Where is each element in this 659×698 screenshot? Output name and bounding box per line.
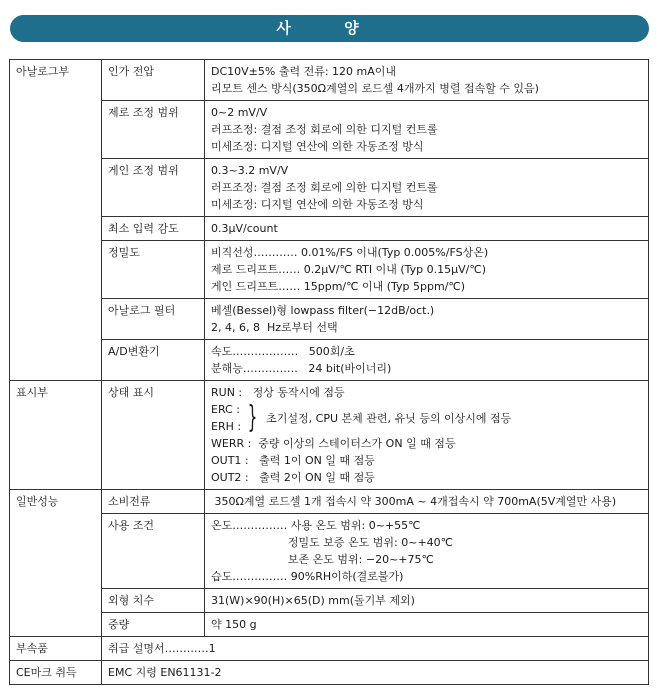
spec-value-line: 31(W)×90(H)×65(D) mm(돌기부 제외) — [211, 594, 415, 607]
spec-row — [10, 340, 649, 381]
spec-value-line: 게인 드리프트…… 15ppm/℃ 이내 (Typ 5ppm/℃) — [211, 280, 466, 293]
spec-table — [9, 59, 649, 685]
spec-value-line: 미세조정: 디지털 연산에 의한 자동조정 방식 — [211, 198, 424, 211]
spec-value-line: 분해능…………… 24 bit(바이너리) — [211, 362, 392, 375]
spec-value-line: 350Ω계열 로드셀 1개 접속시 약 300mA ~ 4개접속시 약 700mA(5V계열만 사용) — [211, 495, 617, 508]
spec-value-line: DC10V±5% 출력 전류: 120 mA이내 — [211, 65, 397, 78]
spec-value-line: 0.3~3.2 mV/V — [211, 164, 289, 177]
spec-value-line: 러프조정: 결점 조정 회로에 의한 디지털 컨트롤 — [211, 123, 438, 136]
spec-row — [10, 381, 649, 490]
spec-value-line: 0~2 mV/V — [211, 106, 268, 119]
spec-row — [10, 490, 649, 514]
error-bracket-group — [211, 401, 642, 435]
section-label-ce: CE마크 취득 — [10, 661, 102, 685]
spec-item-value — [205, 299, 649, 340]
spec-row — [10, 661, 649, 685]
spec-item-name: 아날로그 필터 — [102, 299, 205, 340]
spec-value-line: 습도…………… 90%RH이하(결로불가) — [211, 570, 404, 583]
spec-item-value — [205, 490, 649, 514]
spec-item-value — [205, 514, 649, 589]
spec-item-value — [205, 340, 649, 381]
error-labels — [211, 401, 241, 435]
status-line: RUN : 정상 동작시에 점등 — [211, 386, 345, 399]
spec-item-name: 제로 조정 범위 — [102, 101, 205, 159]
status-line: OUT2 : 출력 2이 ON 일 때 점등 — [211, 471, 375, 484]
section-label-accessory: 부속품 — [10, 637, 102, 661]
spec-value-line: 약 150 g — [211, 618, 257, 631]
spec-value-line: 제로 드리프트…… 0.2μV/℃ RTI 이내 (Typ 0.15μV/℃) — [211, 263, 487, 276]
spec-item-name: 상태 표시 — [102, 381, 205, 490]
brace-icon: } — [247, 400, 258, 435]
spec-row — [10, 101, 649, 159]
spec-row — [10, 589, 649, 613]
spec-value-line: 미세조정: 디지털 연산에 의한 자동조정 방식 — [211, 140, 424, 153]
spec-value-line: 2, 4, 6, 8 Hz로부터 선택 — [211, 321, 338, 334]
spec-row — [10, 217, 649, 241]
spec-row — [10, 299, 649, 340]
spec-item-value — [205, 217, 649, 241]
spec-item-value — [205, 159, 649, 217]
spec-item-value — [205, 613, 649, 637]
spec-row — [10, 613, 649, 637]
status-line: WERR : 중량 이상의 스테이터스가 ON 일 때 점등 — [211, 437, 456, 450]
spec-item-value — [205, 60, 649, 101]
spec-value-line: 베셀(Bessel)형 lowpass filter(−12dB/oct.) — [211, 304, 435, 317]
spec-item-name: 정밀도 — [102, 241, 205, 299]
spec-value-line: 0.3μV/count — [211, 222, 278, 235]
section-label-analog: 아날로그부 — [10, 60, 102, 381]
spec-item-name: 인가 전압 — [102, 60, 205, 101]
spec-item-value — [205, 589, 649, 613]
spec-value-line: 보존 온도 범위: −20~+75℃ — [211, 553, 434, 566]
spec-value-line: 러프조정: 결점 조정 회로에 의한 디지털 컨트롤 — [211, 181, 438, 194]
spec-row — [10, 241, 649, 299]
spec-item-name: 최소 입력 감도 — [102, 217, 205, 241]
spec-row — [10, 159, 649, 217]
spec-title-banner: 사 양 — [10, 15, 649, 42]
section-label-general: 일반성능 — [10, 490, 102, 637]
spec-value-line: 속도……………… 500회/초 — [211, 345, 355, 358]
spec-item-name: 외형 치수 — [102, 589, 205, 613]
status-line: OUT1 : 출력 1이 ON 일 때 점등 — [211, 454, 375, 467]
spec-row — [10, 60, 649, 101]
spec-item-name: 소비전류 — [102, 490, 205, 514]
spec-value-line: 정밀도 보증 온도 범위: 0~+40℃ — [211, 536, 454, 549]
spec-item-value — [205, 241, 649, 299]
spec-item-value: 취급 설명서…………1 — [102, 637, 649, 661]
spec-item-name: 사용 조건 — [102, 514, 205, 589]
spec-item-name: 게인 조정 범위 — [102, 159, 205, 217]
spec-value-line: 비직선성………… 0.01%/FS 이내(Typ 0.005%/FS상온) — [211, 246, 489, 259]
status-line: ERH : — [211, 420, 242, 433]
spec-row — [10, 514, 649, 589]
spec-item-name: 중량 — [102, 613, 205, 637]
spec-value-line: 리모트 센스 방식(350Ω계열의 로드셀 4개까지 병렬 접속할 수 있음) — [211, 82, 539, 95]
status-line: ERC : — [211, 403, 240, 416]
spec-item-value — [205, 101, 649, 159]
spec-row — [10, 637, 649, 661]
section-label-display: 표시부 — [10, 381, 102, 490]
status-line: 초기설정, CPU 본체 관련, 유닛 등의 이상시에 점등 — [266, 411, 512, 425]
spec-item-name: A/D변환기 — [102, 340, 205, 381]
status-display-value — [205, 381, 649, 490]
spec-item-value: EMC 지령 EN61131-2 — [102, 661, 649, 685]
spec-value-line: 온도…………… 사용 온도 범위: 0~+55℃ — [211, 519, 421, 532]
